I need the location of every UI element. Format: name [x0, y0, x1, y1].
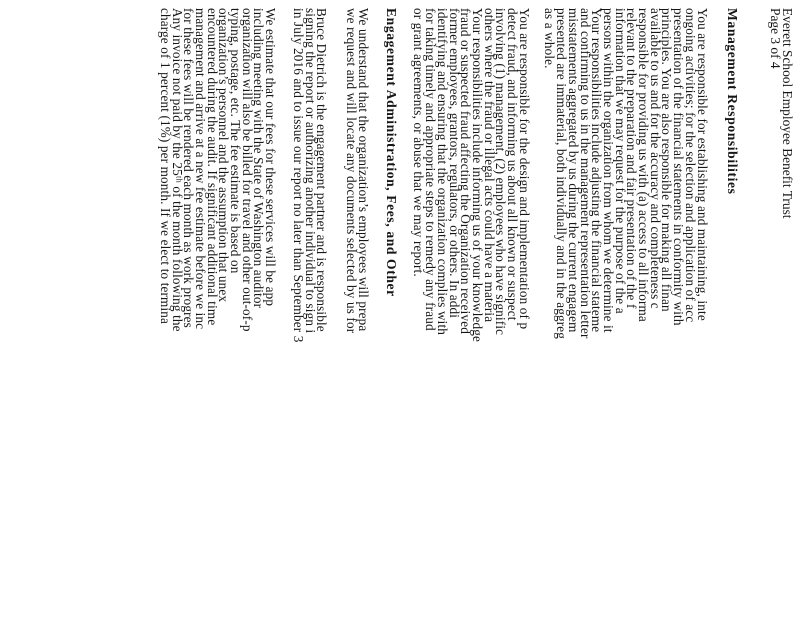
text-line: Bruce Dietrich is the engagement partner and is responsible: [314, 8, 330, 332]
text-line: charge of 1 percent (1%) per month. If we elect to termina: [157, 8, 173, 325]
text-line: former employees, grantors, regulators, or others. In addi: [446, 8, 462, 319]
text-line: we request and will locate any documents selected by us for: [344, 8, 360, 334]
text-line: principles. You are also responsible for making all finan: [659, 8, 675, 312]
engagement-paragraph-3: [157, 8, 279, 618]
management-paragraph-2: [413, 8, 530, 618]
text-line: relevant to the preparation and fair presentation of the f: [624, 8, 640, 309]
text-line: We estimate that our fees for these services will be app: [263, 8, 279, 307]
text-line: information that we may request for the purpose of the a: [612, 8, 628, 314]
text-line: including meeting with the State of Washington auditor: [251, 8, 267, 309]
text-line: detect fraud, and informing us about all known or suspect: [505, 8, 521, 321]
text-line: typing, postage, etc. The fee estimate is based on: [228, 8, 244, 274]
text-line: or grant agreements, or abuse that we may report.: [411, 8, 427, 277]
text-line: persons within the organization from whom we determine it: [600, 8, 616, 333]
text-line: Your responsibilities include informing us of your knowledge: [469, 8, 485, 343]
section-heading-management: Management Responsibilities: [724, 8, 740, 195]
text-line: involving (1) management, (2) employees who have signific: [493, 8, 509, 336]
text-line: presentation of the financial statements in conformity with: [671, 8, 687, 326]
section-heading-engagement: Engagement Administration, Fees, and Other: [383, 8, 399, 297]
text-line: management and arrive at a new fee estimate before we inc: [192, 8, 208, 330]
page-number: Page 3 of 4: [767, 8, 783, 69]
text-line: fraud or suspected fraud affecting the Organization received: [458, 8, 474, 334]
text-line: misstatements aggregated by us during the current engagem: [565, 8, 581, 333]
engagement-paragraph-1: [344, 8, 371, 618]
text-line: presented are immaterial, both individually and in the aggreg: [554, 8, 570, 340]
text-line: others where the fraud or illegal acts could have a materia: [481, 8, 497, 323]
text-line: responsible for providing us with (a) access to all informa: [636, 8, 652, 322]
management-paragraph-1: [544, 8, 708, 618]
page-header: [769, 8, 793, 618]
text-line: We understand that the organization’s employees will prepa: [355, 8, 371, 332]
text-line: signing the report or authorizing another individual to sign i: [302, 8, 318, 334]
text-line: ongoing activities; for the selection and application of acc: [682, 8, 698, 323]
text-line: available to us and for the accuracy and completeness c: [647, 8, 663, 309]
text-line: organization’s personnel and the assumption that unex: [216, 8, 232, 303]
text-line: for taking timely and appropriate steps to remedy any fraud: [423, 8, 439, 331]
text-line: Your responsibilities include adjusting the financial stateme: [589, 8, 605, 333]
text-line: You are responsible for establishing and maintaining, inte: [694, 8, 710, 321]
text-line: as a whole.: [542, 8, 558, 69]
text-line: Any invoice not paid by the 25ᵗʰ of the month following the: [169, 8, 185, 332]
engagement-paragraph-2: [290, 8, 330, 618]
document-title: Everett School Employee Benefit Trust: [780, 8, 795, 219]
text-line: encountered during the audit. If significant additional time: [204, 8, 220, 326]
text-line: identifying and ensuring that the organization complies with: [434, 8, 450, 336]
text-line: and confirming to us in the management representation letter: [577, 8, 593, 339]
text-line: for these fees will be rendered each month as work progres: [181, 8, 197, 328]
text-line: in July 2016 and to issue our report no later than September 3: [290, 8, 306, 343]
text-line: organization will also be billed for travel and other out-of-p: [239, 8, 255, 332]
text-line: You are responsible for the design and implementation of p: [516, 8, 532, 330]
